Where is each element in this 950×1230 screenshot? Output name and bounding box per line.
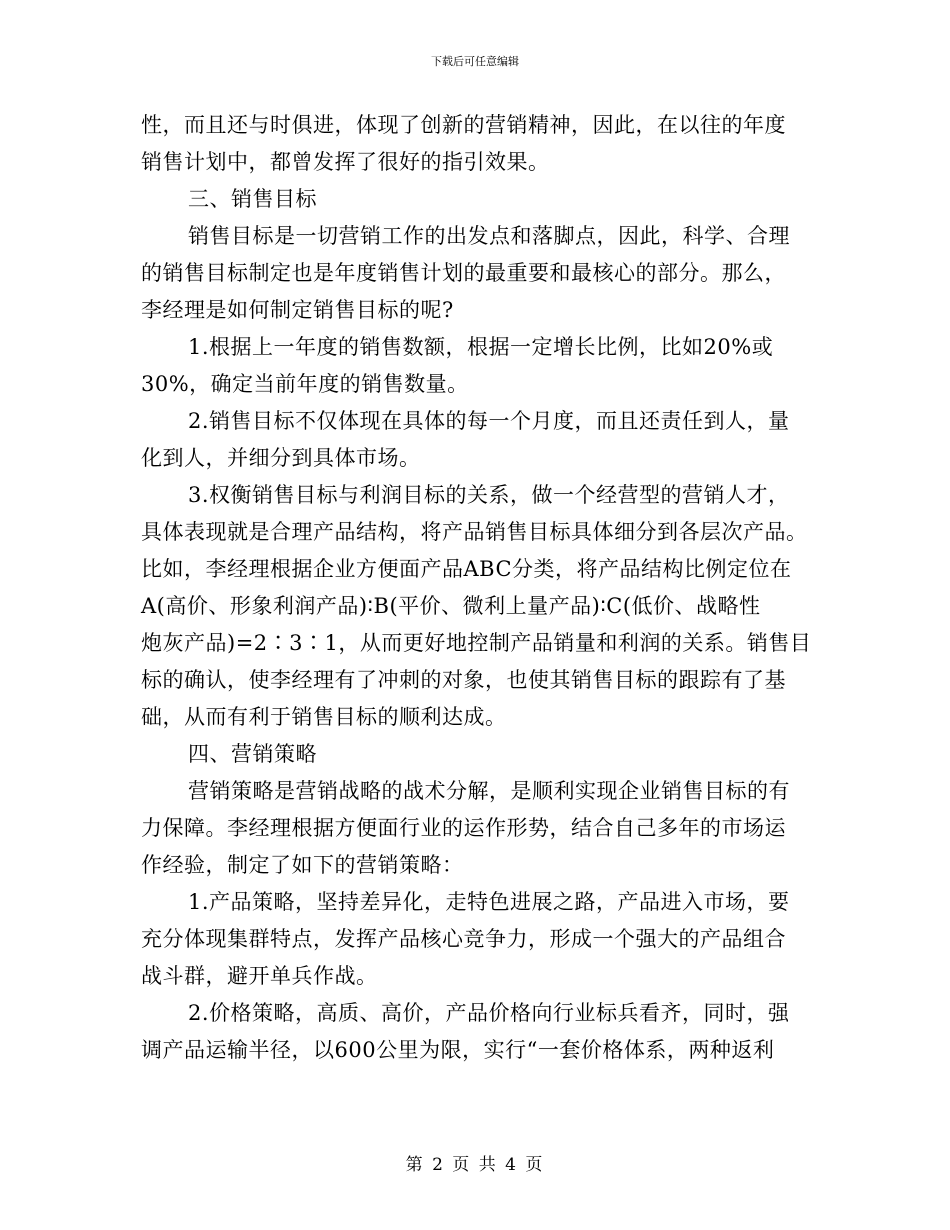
- page-header: 下载后可任意编辑: [431, 55, 519, 68]
- text-line: 充分体现集群特点，发挥产品核心竞争力，形成一个强大的产品组合: [141, 927, 786, 951]
- text-line: 销售目标是一切营销工作的出发点和落脚点，因此，科学、合理: [188, 224, 790, 248]
- text-line: A(高价、形象利润产品)∶B(平价、微利上量产品)∶C(低价、战略性: [141, 594, 761, 618]
- text-line: 标的确认，使李经理有了冲刺的对象，也使其销售目标的跟踪有了基: [141, 668, 786, 692]
- text-line: 1.产品策略，坚持差异化，走特色进展之路，产品进入市场，要: [188, 890, 790, 914]
- text-line: 3.权衡销售目标与利润目标的关系，做一个经营型的营销人才，: [188, 483, 790, 507]
- text-line: 炮灰产品)=2∶3∶1，从而更好地控制产品销量和利润的关系。销售目: [141, 631, 812, 655]
- text-line: 比如，李经理根据企业方便面产品ABC分类，将产品结构比例定位在: [141, 557, 792, 581]
- text-line: 战斗群，避开单兵作战。: [141, 964, 378, 988]
- text-line: 调产品运输半径，以600公里为限，实行“一套价格体系，两种返利: [141, 1038, 775, 1062]
- text-line: 化到人，并细分到具体市场。: [141, 446, 421, 470]
- text-line: 营销策略是营销战略的战术分解，是顺利实现企业销售目标的有: [188, 779, 790, 803]
- page-footer: 第 2 页 共 4 页: [405, 1155, 545, 1175]
- text-line: 具体表现就是合理产品结构，将产品销售目标具体细分到各层次产品。: [141, 520, 808, 544]
- text-line: 础，从而有利于销售目标的顺利达成。: [141, 705, 507, 729]
- text-line: 30%，确定当前年度的销售数量。: [141, 372, 469, 396]
- text-line: 2.价格策略，高质、高价，产品价格向行业标兵看齐，同时，强: [188, 1001, 790, 1025]
- text-line: 力保障。李经理根据方便面行业的运作形势，结合自己多年的市场运: [141, 816, 786, 840]
- text-line: 的销售目标制定也是年度销售计划的最重要和最核心的部分。那么，: [141, 261, 786, 285]
- text-line: 三、销售目标: [188, 187, 317, 211]
- text-line: 2.销售目标不仅体现在具体的每一个月度，而且还责任到人，量: [188, 409, 790, 433]
- text-line: 销售计划中，都曾发挥了很好的指引效果。: [141, 150, 550, 174]
- text-line: 作经验，制定了如下的营销策略：: [141, 853, 464, 877]
- document-body: [141, 107, 821, 1069]
- text-line: 四、营销策略: [188, 742, 317, 766]
- text-line: 1.根据上一年度的销售数额，根据一定增长比例，比如20%或: [188, 335, 774, 359]
- text-line: 李经理是如何制定销售目标的呢?: [141, 298, 454, 322]
- text-line: 性，而且还与时俱进，体现了创新的营销精神，因此，在以往的年度: [141, 113, 786, 137]
